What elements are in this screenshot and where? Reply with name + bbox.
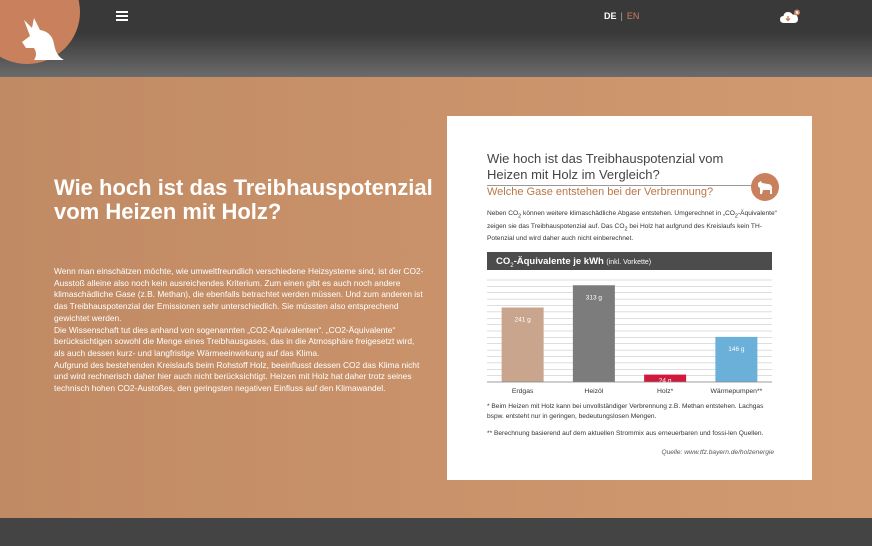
card-intro-text bbox=[487, 209, 777, 244]
source-credit: Quelle: www.tfz.bayern.de/holzenergie bbox=[661, 449, 774, 456]
chart-head-sub: 2 bbox=[510, 262, 514, 269]
chart-header bbox=[487, 252, 772, 270]
bar-value-label: 241 g bbox=[514, 316, 531, 324]
card-title: Wie hoch ist das Treibhauspotenzial vom Heizen mit Holz im Vergleich? bbox=[487, 151, 724, 182]
hamburger-menu-icon[interactable] bbox=[116, 11, 128, 21]
subscript-2: 2 bbox=[624, 225, 628, 232]
category-label: Wärmepumpen** bbox=[710, 388, 763, 395]
chart-head-co: CO bbox=[496, 256, 511, 267]
intro-text bbox=[54, 266, 424, 395]
top-navigation-bar bbox=[0, 0, 872, 34]
chart-head-label: -Äquivalente je kWh bbox=[513, 256, 604, 267]
language-switcher bbox=[604, 11, 639, 21]
subscript-2: 2 bbox=[734, 213, 738, 220]
category-label: Heizöl bbox=[584, 388, 604, 395]
paragraph-2: Die Wissenschaft tut dies anhand von sogenannten „CO2-Äquivalenten“. „CO2-Äquivalente“ berücksichtigen sowohl die Menge eines Treibhausgases, das in die Atmosphäre freigesetzt wird, als auch dessen kurz- und langfristige Wärmeeinwirkung auf das Klima. bbox=[54, 324, 415, 358]
intro-part-3: -Äquivalente“ zeigen sie das Treibhauspotenzial auf. Das CO bbox=[487, 210, 777, 230]
bar-wärmepumpen bbox=[715, 337, 757, 382]
bar-value-label: 24 g bbox=[658, 377, 672, 385]
bar-value-label: 146 g bbox=[728, 345, 745, 353]
intro-part-1: Neben CO bbox=[487, 210, 519, 217]
footer-bar bbox=[0, 518, 872, 546]
bar-value-label: 313 g bbox=[585, 294, 603, 302]
lang-en-link[interactable]: EN bbox=[626, 11, 640, 21]
lang-separator: | bbox=[620, 11, 623, 21]
cloud-download-icon[interactable] bbox=[779, 9, 801, 25]
subscript-2: 2 bbox=[518, 213, 522, 220]
chart-head-note: (inkl. Vorkette) bbox=[606, 259, 652, 266]
dog-silhouette-icon bbox=[751, 173, 779, 201]
footnote-holz: * Beim Heizen mit Holz kann bei unvollständiger Verbrennung z.B. Methan entstehen. Lachgas bspw. entsteht nur in geringen, bedeutungslosen Mengen. bbox=[487, 403, 764, 421]
lang-de-link[interactable]: DE bbox=[604, 11, 617, 21]
page-heading: Wie hoch ist das Treibhauspotenzial vom Heizen mit Holz? bbox=[54, 175, 433, 224]
paragraph-1: Wenn man einschätzen möchte, wie umweltfreundlich verschiedene Heizsysteme sind, ist der CO2-Ausstoß alleine also noch kein ausreichendes Kriterium. Zum einen gibt es auch noch andere klimaschädliche Gase (z.B. Methan), die ebenfalls betrachtet werden müssen. Und zum anderen ist das Treibhauspotenzial der Emissionen sehr unterschiedlich. Sie müssten also entsprechend gewichtet werden. bbox=[54, 266, 424, 323]
intro-part-4: bei Holz hat aufgrund des Kreislaufs kein TH-Potenzial und wird daher auch nicht einberechnet. bbox=[487, 222, 762, 243]
header-shadow-band bbox=[0, 34, 872, 77]
infographic-card bbox=[447, 116, 812, 480]
category-label: Holz* bbox=[657, 388, 674, 395]
intro-part-2: können weitere klimaschädliche Abgase entstehen. Umgerechnet in „CO bbox=[521, 210, 735, 217]
co2-bar-chart bbox=[487, 270, 772, 400]
category-label: Erdgas bbox=[511, 388, 534, 395]
paragraph-3: Aufgrund des bestehenden Kreislaufs beim Rohstoff Holz, beeinflusst dessen CO2 das Klima nicht und wird rechnerisch daher hier auch nicht berücksichtigt. Heizen mit Holz hat daher trotz seines technisch hohen CO2-Austoßes, den geringsten negativen Einfluss auf den Klimawandel. bbox=[54, 359, 420, 394]
footnote-waermepumpe: ** Berechnung basierend auf dem aktuellen Strommix aus erneuerbaren und fossi-len Quellen. bbox=[487, 430, 764, 437]
card-subtitle: Welche Gase entstehen bei der Verbrennung? bbox=[487, 186, 714, 198]
